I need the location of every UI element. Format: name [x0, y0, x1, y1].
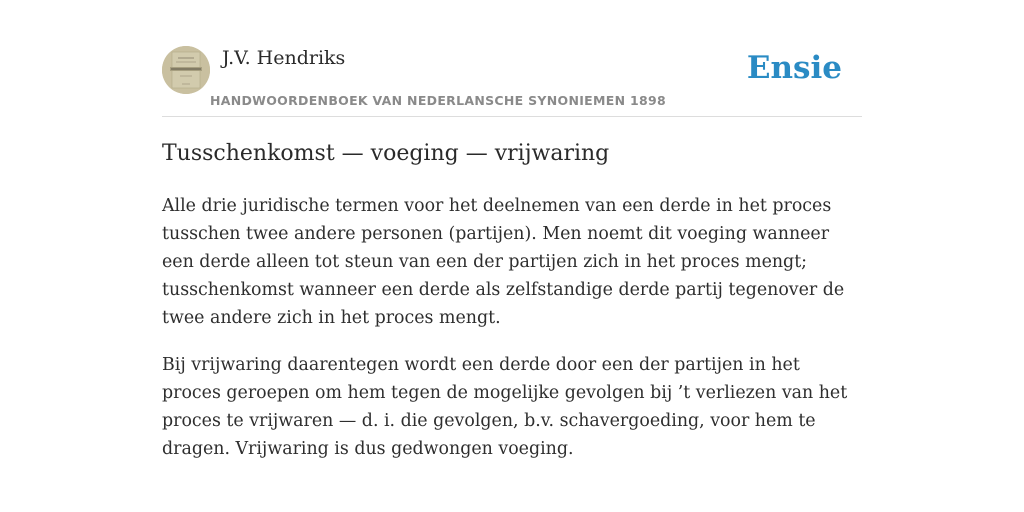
book-cover-icon[interactable]	[162, 46, 210, 94]
header	[162, 46, 862, 117]
brand-logo[interactable]: Ensie	[746, 50, 842, 86]
source-title[interactable]: HANDWOORDENBOEK VAN NEDERLANSCHE SYNONIEMEN 1898	[210, 93, 667, 108]
page-title: Tusschenkomst — voeging — vrijwaring	[162, 141, 610, 166]
paragraph: Alle drie juridische termen voor het deelnemen van een derde in het proces tusschen twee andere personen (partijen). Men noemt dit voeging wanneer een derde alleen tot steun van een der partijen zich in het proces mengt; tusschenkomst wanneer een derde als zelfstandige derde partij tegenover de twee andere zich in het proces mengt.	[162, 196, 845, 328]
author-name[interactable]: J.V. Hendriks	[222, 47, 346, 69]
paragraph: Bij vrijwaring daarentegen wordt een derde door een der partijen in het proces geroepen om hem tegen de mogelijke gevolgen bij ’t verliezen van het proces te vrijwaren — d. i. die gevolgen, b.v. schavergoeding, voor hem te dragen. Vrijwaring is dus gedwongen voeging.	[162, 355, 848, 459]
article-body	[162, 192, 862, 482]
